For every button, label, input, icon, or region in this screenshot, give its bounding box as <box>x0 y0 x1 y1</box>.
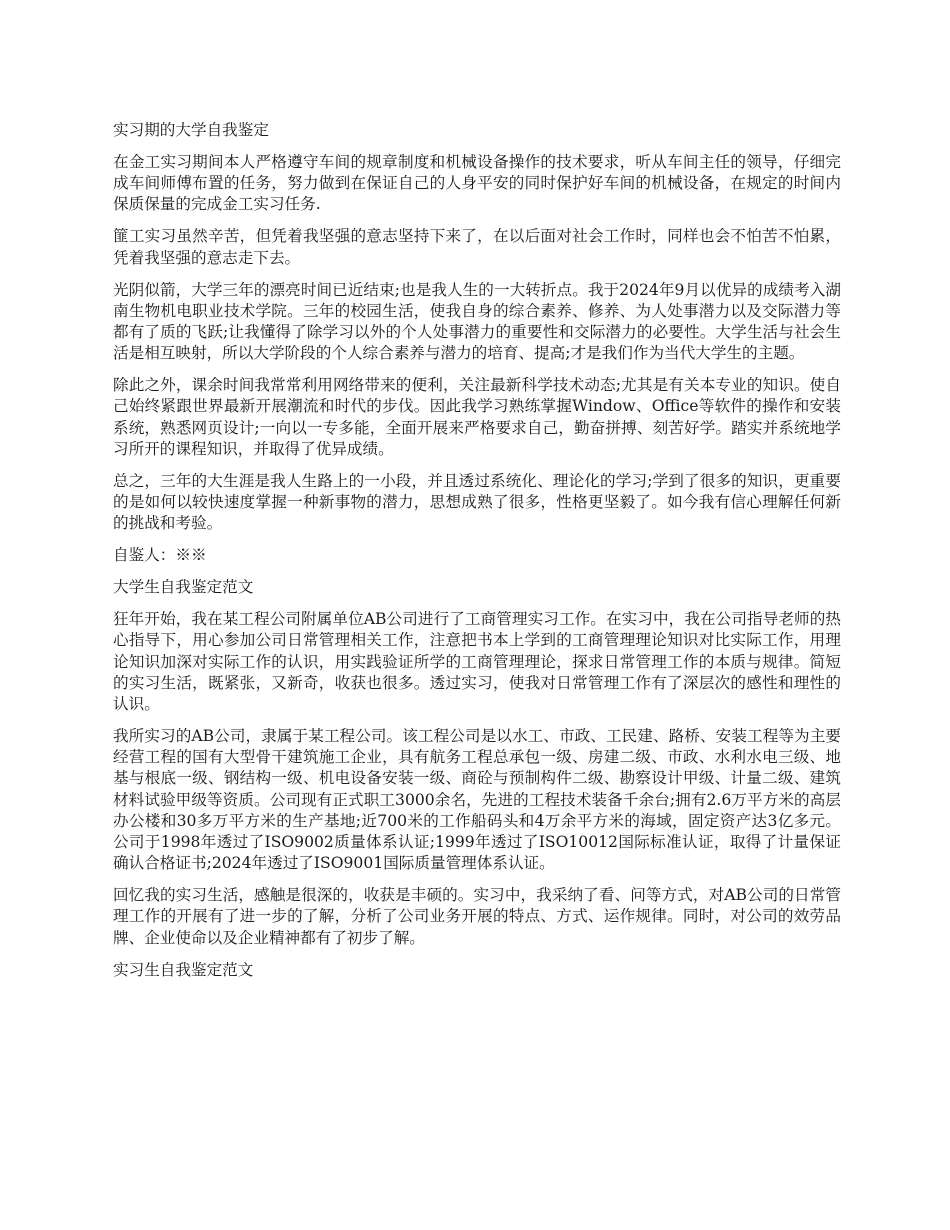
paragraph: 我所实习的AB公司，隶属于某工程公司。该工程公司是以水工、市政、工民建、路桥、安装工程等为主要经营工程的国有大型骨干建筑施工企业，具有航务工程总承包一级、房建二级、市政、水利水电三级、地基与根底一级、钢结构一级、机电设备安装一级、商砼与预制构件二级、勘察设计甲级、计量二级、建筑材料试验甲级等资质。公司现有正式职工3000余名，先进的工程技术装备千余台;拥有2.6万平方米的高层办公楼和30多万平方米的生产基地;近700米的工作船码头和4万余平方米的海域，固定资产达3亿多元。公司于1998年透过了ISO9002质量体系认证;1999年透过了ISO10012国际标准认证，取得了计量保证确认合格证书;2024年透过了ISO9001国际质量管理体系认证。 <box>113 727 841 873</box>
section-heading: 大学生自我鉴定范文 <box>113 578 254 597</box>
paragraph: 狂年开始，我在某工程公司附属单位AB公司进行了工商管理实习工作。在实习中，我在公司指导老师的热心指导下，用心参加公司日常管理相关工作，注意把书本上学到的工商管理理论知识对比实际工作，用理论知识加深对实际工作的认识，用实践验证所学的工商管理理论，探求日常管理工作的本质与规律。简短的实习生活，既紧张，又新奇，收获也很多。透过实习，使我对日常管理工作有了深层次的感性和理性的认识。 <box>113 610 841 714</box>
paragraph: 回忆我的实习生活，感触是很深的，收获是丰硕的。实习中，我采纳了看、问等方式，对AB公司的日常管理工作的开展有了进一步的了解，分析了公司业务开展的特点、方式、运作规律。同时，对公司的效劳品牌、企业使命以及企业精神都有了初步了解。 <box>113 886 841 947</box>
document-body <box>113 120 841 992</box>
document-title: 实习期的大学自我鉴定 <box>113 121 269 139</box>
paragraph: 在金工实习期间本人严格遵守车间的规章制度和机械设备操作的技术要求，听从车间主任的领导，仔细完成车间师傅布置的任务，努力做到在保证自己的人身平安的同时保护好车间的机械设备，在规定的时间内保质保量的完成金工实习任务. <box>113 153 841 214</box>
signature-line: 自鉴人：※※ <box>113 546 207 565</box>
paragraph: 篚工实习虽然辛苦，但凭着我坚强的意志坚持下来了，在以后面对社会工作时，同样也会不怕苦不怕累，凭着我坚强的意志走下去。 <box>113 227 841 267</box>
paragraph: 除此之外，课余时间我常常利用网络带来的便利，关注最新科学技术动态;尤其是有关本专业的知识。使自己始终紧跟世界最新开展潮流和时代的步伐。因此我学习熟练掌握Window、Office等软件的操作和安装系统，熟悉网页设计;一向以一专多能，全面开展来严格要求自己，勤奋拼搏、刻苦好学。踏实并系统地学习所开的课程知识，并取得了优异成绩。 <box>113 376 841 458</box>
section-heading: 实习生自我鉴定范文 <box>113 960 254 979</box>
paragraph: 光阴似箭，大学三年的漂亮时间已近结束;也是我人生的一大转折点。我于2024年9月以优异的成绩考入湖南生物机电职业技术学院。三年的校园生活，使我自身的综合素养、修养、为人处事潜力以及交际潜力等都有了质的飞跃;让我懂得了除学习以外的个人处事潜力的重要性和交际潜力的必要性。大学生活与社会生活是相互映射，所以大学阶段的个人综合素养与潜力的培育、提高;才是我们作为当代大学生的主题。 <box>113 280 841 363</box>
paragraph: 总之，三年的大生涯是我人生路上的一小段，并且透过系统化、理论化的学习;学到了很多的知识，更重要的是如何以较快速度掌握一种新事物的潜力，思想成熟了很多，性格更坚毅了。如今我有信心理解任何新的挑战和考验。 <box>113 471 841 533</box>
